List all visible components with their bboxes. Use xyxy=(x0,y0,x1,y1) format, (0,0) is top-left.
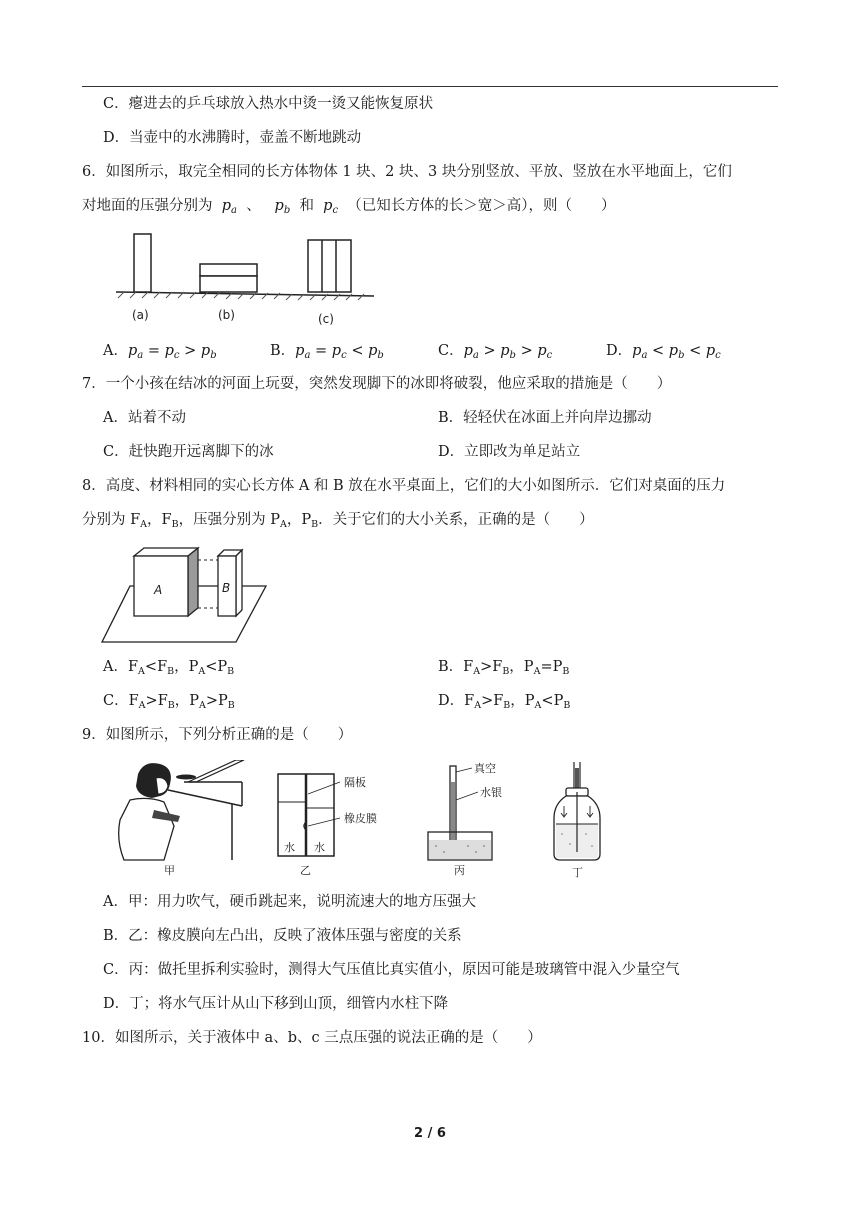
label-membrane: 橡皮膜 xyxy=(344,812,377,825)
q6-figure xyxy=(112,228,378,334)
block-b-top xyxy=(200,264,257,276)
q8-figure xyxy=(100,546,274,646)
q5-option-d: D．当壶中的水沸腾时，壶盖不断地跳动 xyxy=(103,130,362,146)
block-b-bottom xyxy=(200,276,257,292)
q6-stem-part: 对地面的压强分别为 xyxy=(82,198,213,214)
block-c-group xyxy=(308,240,351,292)
q6-option-b: B．$p_a = p_c < p_b$ xyxy=(270,343,384,361)
fig-label-b: (b) xyxy=(218,308,235,322)
label-mercury: 水银 xyxy=(480,786,502,799)
caption-ding: 丁 xyxy=(572,866,583,879)
q9-stem: 9．如图所示，下列分析正确的是（ ） xyxy=(82,727,353,743)
label-water-right: 水 xyxy=(314,841,325,854)
q8-option-a: A．$F_A<F_B$，$P_A<P_B$ xyxy=(103,659,235,677)
page-number: 2 / 6 xyxy=(414,1126,446,1141)
q8-option-c: C．$F_A>F_B$，$P_A>P_B$ xyxy=(103,693,235,711)
header-rule xyxy=(82,86,778,87)
q8-option-d: D．$F_A>F_B$，$P_A<P_B$ xyxy=(438,693,571,711)
person-body xyxy=(119,798,174,860)
q9-figure-yi xyxy=(268,760,408,880)
label-a: A xyxy=(154,583,163,597)
q6-stem-part2: （已知长方体的长＞宽＞高），则（ ） xyxy=(347,198,616,214)
q6-pc: $p_c$ xyxy=(318,198,339,216)
q9-figure-ding xyxy=(550,758,610,882)
q6-pb: $p_b$ xyxy=(265,198,291,216)
q9-option-d: D．丁；将水气压计从山下移到山顶，细管内水柱下降 xyxy=(103,996,449,1012)
q9-figure-bing xyxy=(424,760,524,880)
q7-option-d: D．立即改为单足站立 xyxy=(438,444,581,460)
fig-label-a: (a) xyxy=(132,308,149,322)
q7-stem: 7．一个小孩在结冰的河面上玩耍，突然发现脚下的冰即将破裂，他应采取的措施是（ ） xyxy=(82,376,672,392)
q6-sep: 、 xyxy=(246,198,261,214)
q6-pa: $p_a$ xyxy=(217,198,237,216)
q6-stem-line1: 6．如图所示，取完全相同的长方体物体 1 块、2 块、3 块分别竖放、平放、竖放在水平地面上，它们 xyxy=(82,164,732,180)
block-a-upright xyxy=(134,234,151,292)
q10-stem: 10．如图所示，关于液体中 a、b、c 三点压强的说法正确的是（ ） xyxy=(82,1030,542,1046)
q6-option-d: D．$p_a < p_b < p_c$ xyxy=(606,343,721,361)
fig-label-c: (c) xyxy=(318,312,334,326)
q8-stem-line1: 8．高度、材料相同的实心长方体 A 和 B 放在水平桌面上，它们的大小如图所示．它们对桌面的压力 xyxy=(82,478,726,494)
label-vacuum: 真空 xyxy=(474,762,496,775)
q5-option-c: C．瘪进去的乒乓球放入热水中烫一烫又能恢复原状 xyxy=(103,96,434,112)
q7-option-c: C．赶快跑开远离脚下的冰 xyxy=(103,444,274,460)
caption-jia: 甲 xyxy=(164,864,175,877)
q9-figure-jia xyxy=(108,760,248,880)
label-water-left: 水 xyxy=(284,841,295,854)
q8-stem-line2: 分别为 $F_A$，$F_B$，压强分别为 $P_A$，$P_B$．关于它们的大小关系，正确的是（ ） xyxy=(82,512,594,530)
q8-option-b: B．$F_A>F_B$，$P_A=P_B$ xyxy=(438,659,570,677)
caption-yi: 乙 xyxy=(300,864,311,877)
label-b: B xyxy=(222,581,231,595)
caption-bing: 丙 xyxy=(454,864,465,877)
q9-option-c: C．丙：做托里拆利实验时，测得大气压值比真实值小，原因可能是玻璃管中混入少量空气 xyxy=(103,962,680,978)
q9-option-a: A．甲：用力吹气，硬币跳起来，说明流速大的地方压强大 xyxy=(103,894,476,910)
q7-option-a: A．站着不动 xyxy=(103,410,186,426)
label-partition: 隔板 xyxy=(344,776,366,789)
q9-option-b: B．乙：橡皮膜向左凸出，反映了液体压强与密度的关系 xyxy=(103,928,462,944)
q6-stem-line2 xyxy=(82,196,616,216)
q6-option-c: C．$p_a > p_b > p_c$ xyxy=(438,343,553,361)
q6-and: 和 xyxy=(299,198,314,214)
q7-option-b: B．轻轻伏在冰面上并向岸边挪动 xyxy=(438,410,652,426)
q6-option-a: A．$p_a = p_c > p_b$ xyxy=(103,343,217,361)
coin xyxy=(176,775,196,780)
